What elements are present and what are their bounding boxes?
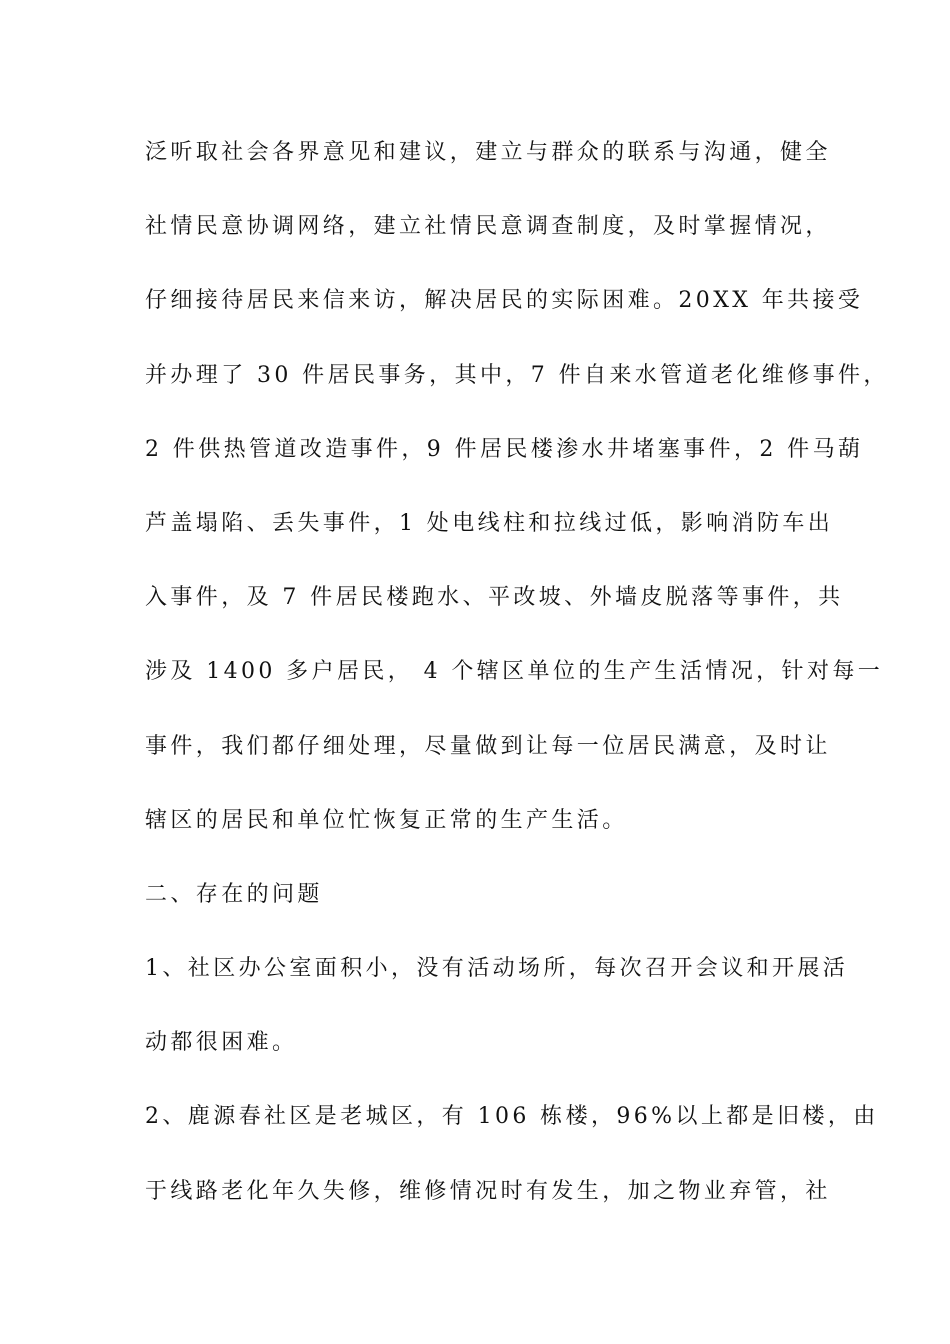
paragraph-line: 2 件供热管道改造事件，9 件居民楼渗水井堵塞事件，2 件马葫 <box>145 436 864 462</box>
list-item-line: 2、鹿源春社区是老城区，有 106 栋楼，96%以上都是旧楼，由 <box>145 1104 879 1130</box>
paragraph-line: 并办理了 30 件居民事务，其中，7 件自来水管道老化维修事件， <box>145 362 889 388</box>
paragraph-line: 仔细接待居民来信来访，解决居民的实际困难。20XX 年共接受 <box>145 288 864 314</box>
paragraph-line: 辖区的居民和单位忙恢复正常的生产生活。 <box>145 807 628 833</box>
document-body <box>145 128 889 1241</box>
list-item-line: 1、社区办公室面积小，没有活动场所，每次召开会议和开展活 <box>145 956 849 982</box>
paragraph-line: 事件，我们都仔细处理，尽量做到让每一位居民满意，及时让 <box>145 733 831 759</box>
list-item-line: 于线路老化年久失修，维修情况时有发生，加之物业弃管，社 <box>145 1178 831 1204</box>
paragraph-line: 芦盖塌陷、丢失事件，1 处电线柱和拉线过低，影响消防车出 <box>145 510 834 536</box>
paragraph-line: 涉及 1400 多户居民， 4 个辖区单位的生产生活情况，针对每一 <box>145 659 884 685</box>
section-heading: 二、存在的问题 <box>145 881 323 907</box>
paragraph-line: 社情民意协调网络，建立社情民意调查制度，及时掌握情况， <box>145 214 831 240</box>
list-item-line: 动都很困难。 <box>145 1030 298 1056</box>
paragraph-line: 入事件，及 7 件居民楼跑水、平改坡、外墙皮脱落等事件，共 <box>145 585 844 611</box>
paragraph-line: 泛听取社会各界意见和建议，建立与群众的联系与沟通，健全 <box>145 140 831 165</box>
